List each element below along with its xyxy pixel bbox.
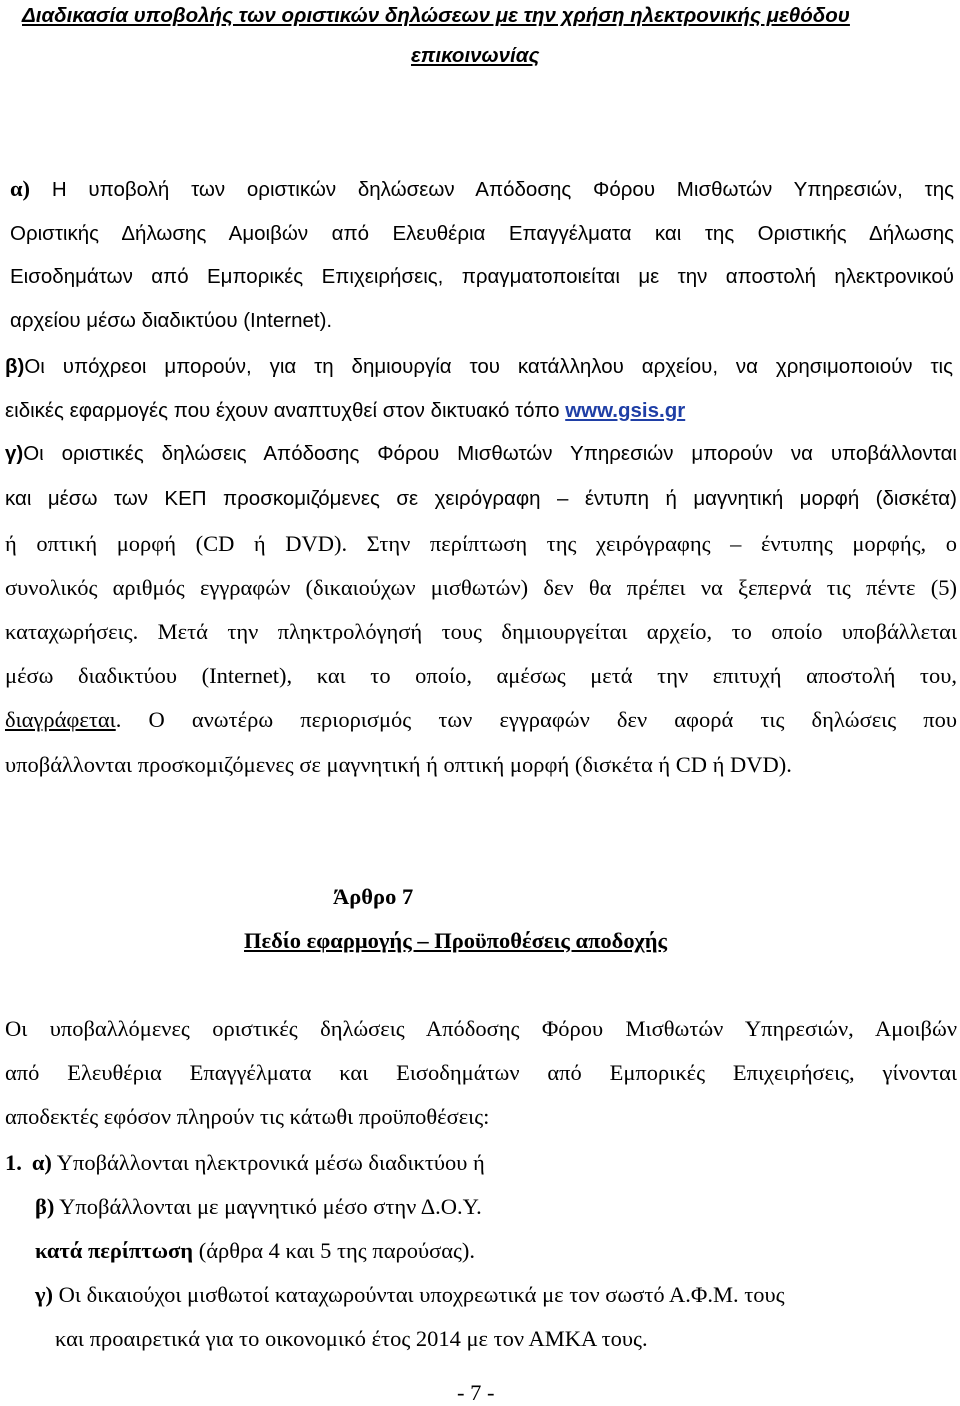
article-number: Άρθρο 7 — [333, 884, 414, 909]
gsis-link[interactable]: www.gsis.gr — [565, 399, 686, 422]
list-item-c-line-2: και προαιρετικά για το οικονομικό έτος 2014 με τον ΑΜΚΑ τους. — [55, 1326, 648, 1351]
para-a-label: α) — [10, 176, 31, 201]
list-item-1a: 1. α) Υποβάλλονται ηλεκτρονικά μέσω διαδικτύου ή — [5, 1150, 485, 1175]
para-c-line-5: καταχωρήσεις. Μετά την πληκτρολόγησή τους δημιουργείται αρχείο, το οποίο υποβάλλεται — [5, 619, 957, 644]
para-c-line-7: διαγράφεται. Ο ανωτέρω περιορισμός των εγγραφών δεν αφορά τις δηλώσεις που — [5, 707, 957, 732]
intro-line-2: από Ελευθέρια Επαγγέλματα και Εισοδημάτων από Εμπορικές Επιχειρήσεις, γίνονται — [5, 1060, 957, 1085]
para-a-line-2: Οριστικής Δήλωσης Αμοιβών από Ελευθέρια Επαγγέλματα και της Οριστικής Δήλωσης — [10, 222, 954, 245]
para-c-label: γ) — [5, 442, 24, 465]
article-title: Πεδίο εφαρμογής – Προϋποθέσεις αποδοχής — [244, 928, 667, 953]
para-b-line-1: β)Οι υπόχρεοι μπορούν, για τη δημιουργία του κατάλληλου αρχείου, να χρησιμοποιούν τις — [5, 355, 953, 378]
para-a-line-3: Εισοδημάτων από Εμπορικές Επιχειρήσεις, πραγματοποιείται με την αποστολή ηλεκτρονικού — [10, 265, 954, 288]
para-c-line-2: και μέσω των ΚΕΠ προσκομιζόμενες σε χειρόγραφη – έντυπη ή μαγνητική μορφή (δισκέτα) — [5, 487, 957, 510]
heading-line-1: Διαδικασία υποβολής των οριστικών δηλώσεων με την χρήση ηλεκτρονικής μεθόδου — [22, 4, 850, 27]
intro-line-3: αποδεκτές εφόσον πληρούν τις κάτωθι προϋποθέσεις: — [5, 1104, 490, 1129]
list-item-c: γ) Οι δικαιούχοι μισθωτοί καταχωρούνται υποχρεωτικά με τον σωστό Α.Φ.Μ. τους — [35, 1282, 785, 1307]
para-a-line-1: α) Η υποβολή των οριστικών δηλώσεων Απόδοσης Φόρου Μισθωτών Υπηρεσιών, της — [10, 176, 954, 201]
para-c-line-8: υποβάλλονται προσκομιζόμενες σε μαγνητική ή οπτική μορφή (δισκέτα ή CD ή DVD). — [5, 752, 792, 777]
list-item-b: β) Υποβάλλονται με μαγνητικό μέσο στην Δ.Ο.Υ. — [35, 1194, 482, 1219]
page-number: - 7 - — [457, 1380, 495, 1405]
list-item-case: κατά περίπτωση (άρθρα 4 και 5 της παρούσας). — [35, 1238, 476, 1263]
para-b-line-2: ειδικές εφαρμογές που έχουν αναπτυχθεί στον δικτυακό τόπο www.gsis.gr — [5, 399, 686, 422]
para-c-line-3: ή οπτική μορφή (CD ή DVD). Στην περίπτωση της χειρόγραφης – έντυπης μορφής, ο — [5, 531, 958, 556]
para-c-line-6: μέσω διαδικτύου (Internet), και το οποίο, αμέσως μετά την επιτυχή αποστολή του, — [5, 663, 957, 688]
heading-line-2: επικοινωνίας — [411, 44, 540, 67]
para-b-label: β) — [5, 355, 25, 378]
para-a-line-4: αρχείου μέσω διαδικτύου (Internet). — [10, 309, 333, 332]
para-c-line-1: γ)Οι οριστικές δηλώσεις Απόδοσης Φόρου Μισθωτών Υπηρεσιών μπορούν να υποβάλλονται — [5, 442, 957, 465]
intro-line-1: Οι υποβαλλόμενες οριστικές δηλώσεις Απόδοσης Φόρου Μισθωτών Υπηρεσιών, Αμοιβών — [5, 1016, 957, 1041]
para-c-line-4: συνολικός αριθμός εγγραφών (δικαιούχων μισθωτών) δεν θα πρέπει να ξεπερνά τις πέντε (5) — [5, 575, 957, 600]
